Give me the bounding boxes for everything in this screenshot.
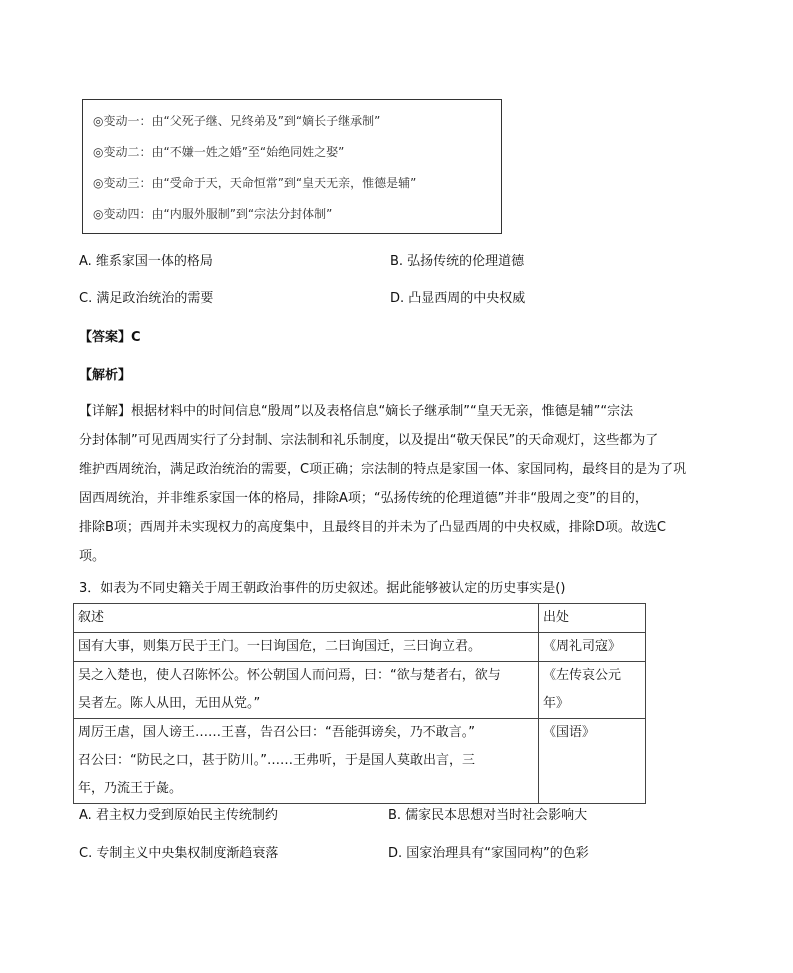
q3-option-d[interactable]: D. 国家治理具有“家国同构”的色彩 [388, 846, 589, 861]
table-row [74, 719, 646, 804]
q3-question: 3．如表为不同史籍关于周王朝政治事件的历史叙述。据此能够被认定的历史事实是() [79, 581, 566, 596]
q2-option-a[interactable]: A. 维系家国一体的格局 [79, 254, 213, 269]
table-row [74, 633, 646, 662]
table-cell-source: 《国语》 [539, 719, 646, 804]
q3-option-b[interactable]: B. 儒家民本思想对当时社会影响大 [388, 808, 588, 823]
q2-option-c[interactable]: C. 满足政治统治的需要 [79, 291, 214, 306]
material-line: ◎变动四：由“内服外服制”到“宗法分封体制” [93, 207, 333, 221]
detail-line: 项。 [79, 549, 106, 564]
detail-line: 维护西周统治，满足政治统治的需要，C项正确；宗法制的特点是家国一体、家国同构，最终目的是为了巩 [79, 462, 687, 477]
material-box [82, 99, 502, 234]
analysis-label: 【解析】 [79, 368, 132, 383]
detail-line: 【详解】根据材料中的时间信息“殷周”以及表格信息“嫡长子继承制”“皇天无亲，惟德是辅”“宗法 [79, 404, 634, 419]
material-line: ◎变动三：由“受命于天，天命恒常”到“皇天无亲，惟德是辅” [93, 176, 417, 190]
q3-option-c[interactable]: C. 专制主义中央集权制度渐趋衰落 [79, 846, 279, 861]
table-row [74, 662, 646, 719]
answer-label: 【答案】C [79, 330, 141, 345]
material-line: ◎变动二：由“不嫌一姓之婚”至“始绝同姓之娶” [93, 145, 345, 159]
detail-line: 固西周统治，并非维系家国一体的格局，排除A项；“弘扬传统的伦理道德”并非“殷周之变”的目的， [79, 491, 648, 506]
detail-explanation [79, 397, 719, 571]
q2-option-d[interactable]: D. 凸显西周的中央权威 [390, 291, 526, 306]
detail-line: 排除B项；西周并未实现权力的高度集中，且最终目的并未为了凸显西周的中央权威，排除D项。故选C [79, 520, 667, 535]
table-header: 出处 [539, 604, 646, 633]
history-table [73, 603, 646, 804]
table-cell-narrative: 国有大事，则集万民于王门。一曰询国危，二曰询国迁，三曰询立君。 [74, 633, 539, 662]
q2-option-b[interactable]: B. 弘扬传统的伦理道德 [390, 254, 525, 269]
q3-option-a[interactable]: A. 君主权力受到原始民主传统制约 [79, 808, 278, 823]
table-header-row [74, 604, 646, 633]
table-cell-source: 《周礼司寇》 [539, 633, 646, 662]
table-cell-source: 《左传哀公元 年》 [539, 662, 646, 719]
table-cell-narrative: 吴之入楚也，使人召陈怀公。怀公朝国人而问焉，曰：“欲与楚者右，欲与 吴者左。陈人从田，无田从党。” [74, 662, 539, 719]
table-cell-narrative: 周厉王虐，国人谤王……王喜，告召公曰：“吾能弭谤矣，乃不敢言。” 召公曰：“防民之口，甚于防川。”……王弗听，于是国人莫敢出言，三 年，乃流王于彘。 [74, 719, 539, 804]
table-header: 叙述 [74, 604, 539, 633]
detail-line: 分封体制”可见西周实行了分封制、宗法制和礼乐制度，以及提出“敬天保民”的天命观灯，这些都为了 [79, 433, 659, 448]
material-line: ◎变动一：由“父死子继、兄终弟及”到“嫡长子继承制” [93, 114, 381, 128]
